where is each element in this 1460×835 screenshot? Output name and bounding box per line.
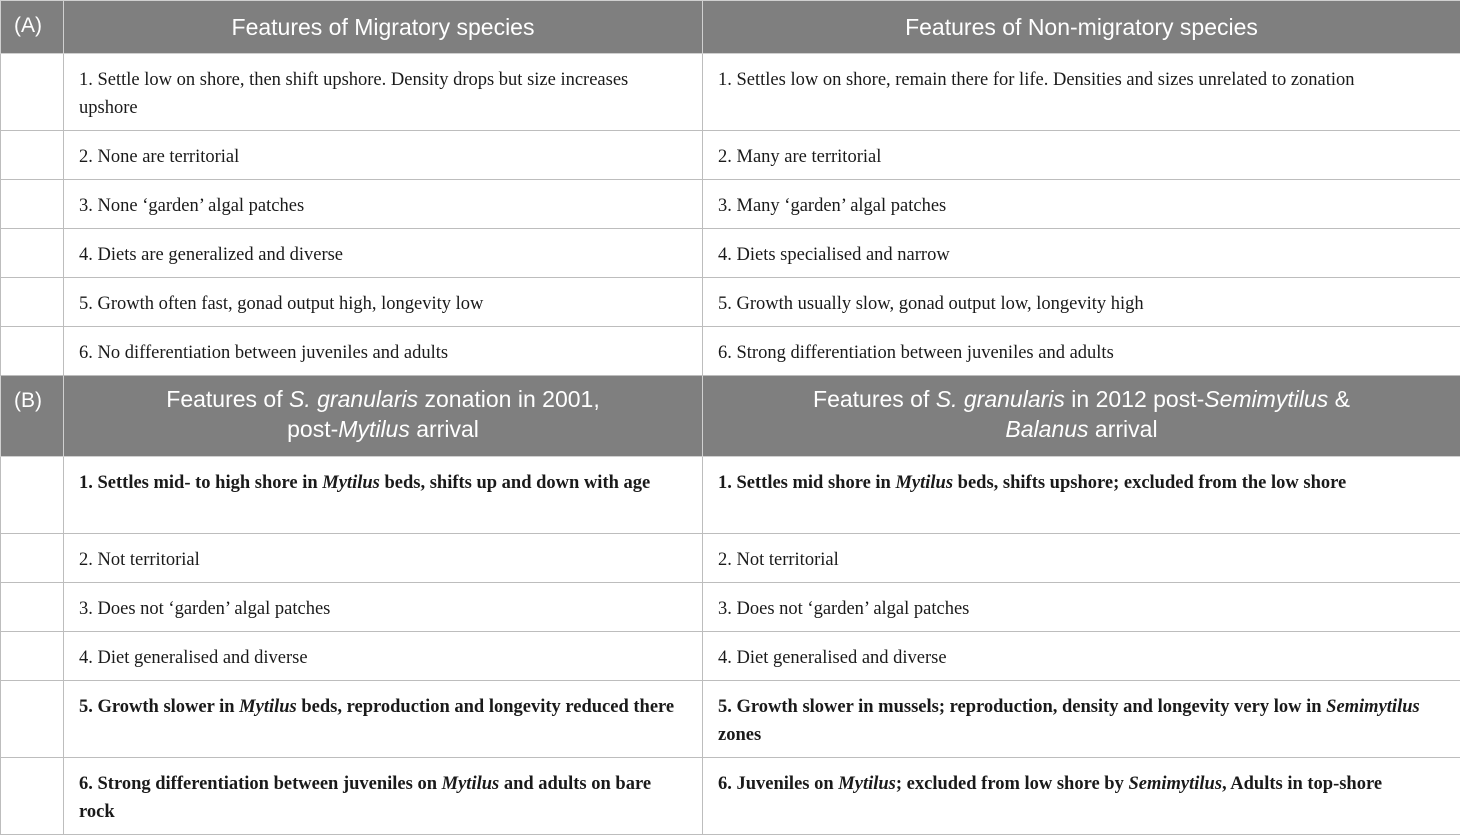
empty-cell bbox=[1, 54, 64, 131]
nonmigratory-feature-1: 1. Settles low on shore, remain there for life. Densities and sizes unrelated to zonation bbox=[703, 54, 1460, 131]
section-b-header-row bbox=[1, 376, 1460, 457]
section-b-col1-header: Features of S. granularis zonation in 2001, post-Mytilus arrival bbox=[64, 376, 703, 457]
table-row bbox=[1, 54, 1460, 131]
table-row bbox=[1, 327, 1460, 376]
section-a-col1-header: Features of Migratory species bbox=[64, 1, 703, 54]
zonation-2012-feature-1: 1. Settles mid shore in Mytilus beds, shifts upshore; excluded from the low shore bbox=[703, 457, 1460, 534]
table-row bbox=[1, 278, 1460, 327]
table-row bbox=[1, 229, 1460, 278]
empty-cell bbox=[1, 327, 64, 376]
migratory-feature-5: 5. Growth often fast, gonad output high, longevity low bbox=[64, 278, 703, 327]
migratory-feature-3: 3. None ‘garden’ algal patches bbox=[64, 180, 703, 229]
table-row bbox=[1, 131, 1460, 180]
nonmigratory-feature-2: 2. Many are territorial bbox=[703, 131, 1460, 180]
nonmigratory-feature-3: 3. Many ‘garden’ algal patches bbox=[703, 180, 1460, 229]
table-row bbox=[1, 457, 1460, 534]
nonmigratory-feature-5: 5. Growth usually slow, gonad output low, longevity high bbox=[703, 278, 1460, 327]
zonation-2001-feature-4: 4. Diet generalised and diverse bbox=[64, 632, 703, 681]
empty-cell bbox=[1, 583, 64, 632]
section-a-col2-header: Features of Non-migratory species bbox=[703, 1, 1460, 54]
zonation-2012-feature-4: 4. Diet generalised and diverse bbox=[703, 632, 1460, 681]
nonmigratory-feature-6: 6. Strong differentiation between juveniles and adults bbox=[703, 327, 1460, 376]
zonation-2012-feature-5: 5. Growth slower in mussels; reproduction, density and longevity very low in Semimytilus zones bbox=[703, 681, 1460, 758]
section-b-label: (B) bbox=[1, 376, 64, 457]
section-a-label: (A) bbox=[1, 1, 64, 54]
table-row bbox=[1, 681, 1460, 758]
section-a-header-row bbox=[1, 1, 1460, 54]
table-row bbox=[1, 758, 1460, 835]
empty-cell bbox=[1, 278, 64, 327]
empty-cell bbox=[1, 457, 64, 534]
empty-cell bbox=[1, 632, 64, 681]
migratory-feature-1: 1. Settle low on shore, then shift upshore. Density drops but size increases upshore bbox=[64, 54, 703, 131]
migratory-feature-4: 4. Diets are generalized and diverse bbox=[64, 229, 703, 278]
empty-cell bbox=[1, 758, 64, 835]
nonmigratory-feature-4: 4. Diets specialised and narrow bbox=[703, 229, 1460, 278]
zonation-2012-feature-6: 6. Juveniles on Mytilus; excluded from low shore by Semimytilus, Adults in top-shore bbox=[703, 758, 1460, 835]
empty-cell bbox=[1, 131, 64, 180]
table-row bbox=[1, 180, 1460, 229]
zonation-2001-feature-6: 6. Strong differentiation between juveniles on Mytilus and adults on bare rock bbox=[64, 758, 703, 835]
empty-cell bbox=[1, 681, 64, 758]
empty-cell bbox=[1, 180, 64, 229]
zonation-2001-feature-2: 2. Not territorial bbox=[64, 534, 703, 583]
table-row bbox=[1, 632, 1460, 681]
migratory-feature-2: 2. None are territorial bbox=[64, 131, 703, 180]
empty-cell bbox=[1, 534, 64, 583]
zonation-2001-feature-1: 1. Settles mid- to high shore in Mytilus beds, shifts up and down with age bbox=[64, 457, 703, 534]
empty-cell bbox=[1, 229, 64, 278]
table-row bbox=[1, 534, 1460, 583]
migratory-feature-6: 6. No differentiation between juveniles and adults bbox=[64, 327, 703, 376]
zonation-2012-feature-2: 2. Not territorial bbox=[703, 534, 1460, 583]
zonation-2001-feature-5: 5. Growth slower in Mytilus beds, reproduction and longevity reduced there bbox=[64, 681, 703, 758]
zonation-2012-feature-3: 3. Does not ‘garden’ algal patches bbox=[703, 583, 1460, 632]
section-b-col2-header: Features of S. granularis in 2012 post-Semimytilus & Balanus arrival bbox=[703, 376, 1460, 457]
zonation-2001-feature-3: 3. Does not ‘garden’ algal patches bbox=[64, 583, 703, 632]
table-row bbox=[1, 583, 1460, 632]
